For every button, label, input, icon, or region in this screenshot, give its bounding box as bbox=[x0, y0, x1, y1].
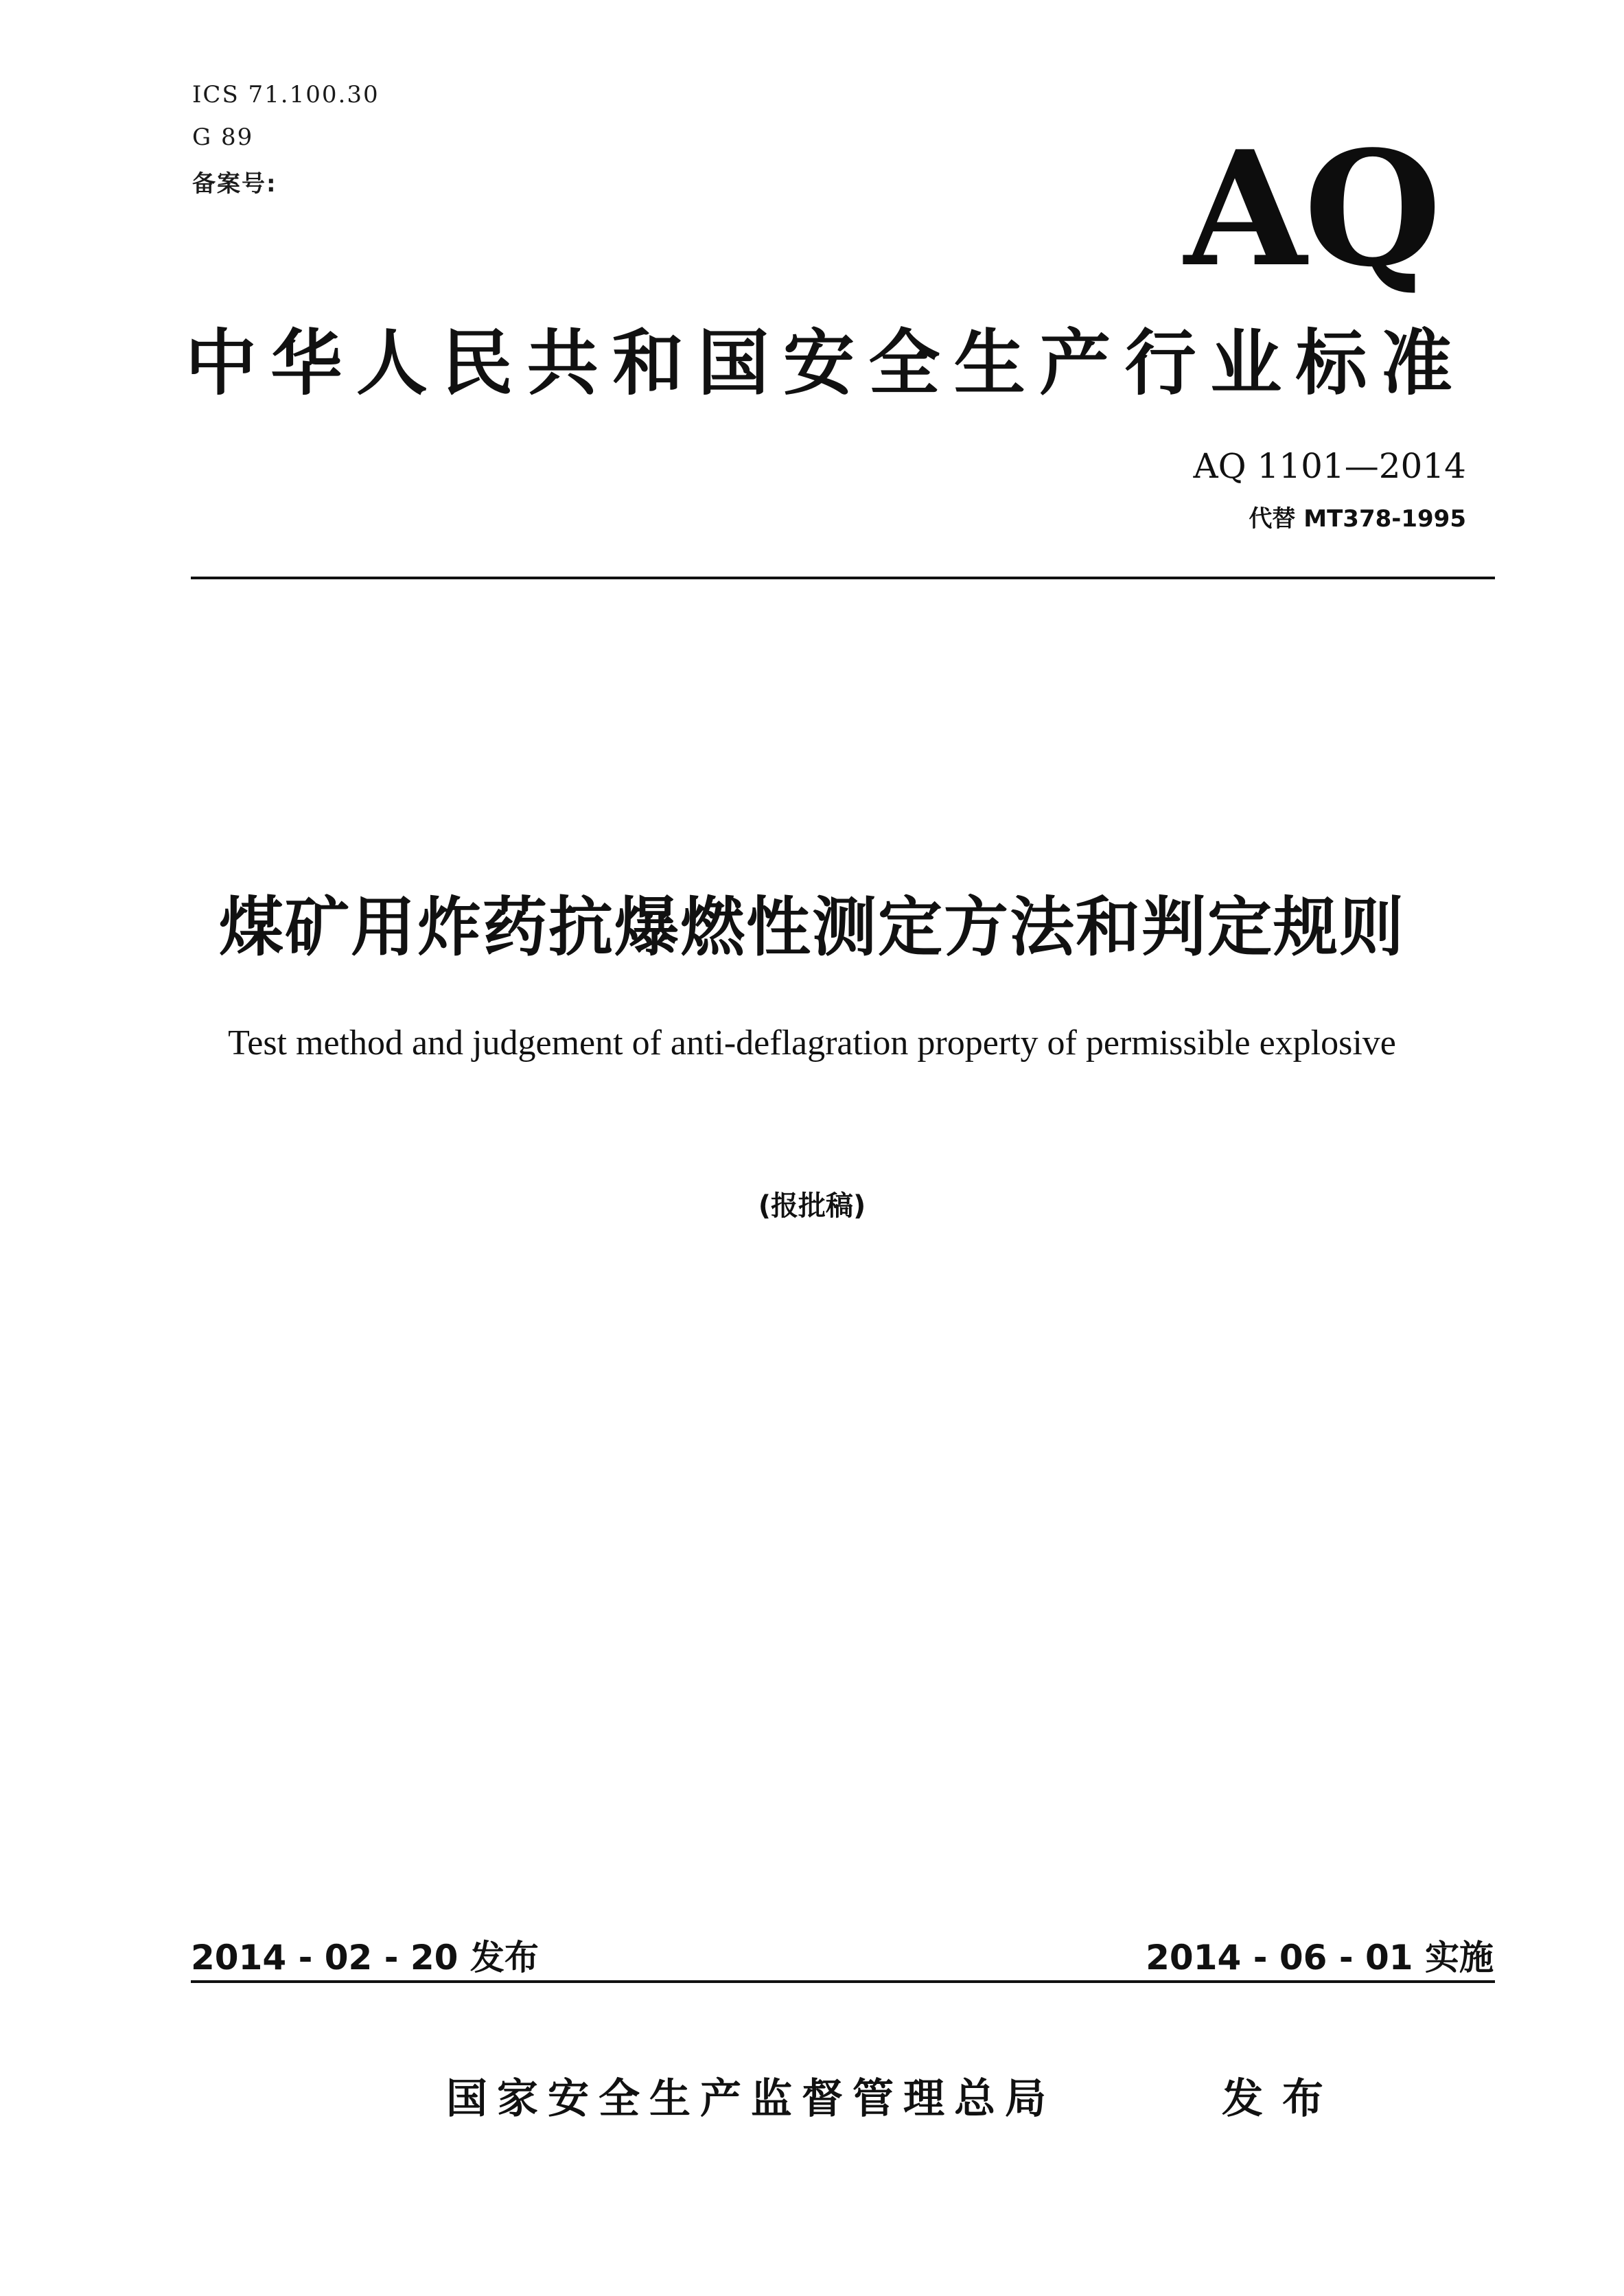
standard-type-char: 准 bbox=[1380, 321, 1452, 405]
record-number-label: 备案号: bbox=[192, 170, 277, 198]
standard-type-char: 行 bbox=[1124, 321, 1196, 405]
standard-type-char: 安 bbox=[782, 321, 855, 405]
standard-type-char: 和 bbox=[612, 321, 684, 405]
header-divider bbox=[191, 577, 1495, 579]
publish-label: 发布 bbox=[1222, 2075, 1343, 2123]
standard-type-char: 产 bbox=[1039, 321, 1111, 405]
standard-type-char: 标 bbox=[1295, 321, 1367, 405]
standard-type-char: 人 bbox=[356, 321, 428, 405]
standard-type-title bbox=[185, 309, 1452, 405]
issue-date: 2014 - 02 - 20 发布 bbox=[191, 1938, 539, 1978]
implementation-date: 2014 - 06 - 01 实施 bbox=[1146, 1938, 1494, 1978]
draft-status: (报批稿) bbox=[758, 1190, 866, 1222]
document-title-zh: 煤矿用炸药抗爆燃性测定方法和判定规则 bbox=[218, 890, 1405, 965]
class-code: G 89 bbox=[192, 124, 254, 151]
standard-type-char: 民 bbox=[441, 321, 513, 405]
replaces-standard: 代替 MT378-1995 bbox=[1249, 505, 1466, 533]
issuing-authority: 国家安全生产监督管理总局 bbox=[446, 2075, 1056, 2123]
standard-type-char: 共 bbox=[526, 321, 599, 405]
standard-type-char: 业 bbox=[1210, 321, 1282, 405]
standard-type-char: 国 bbox=[697, 321, 769, 405]
document-title-en: Test method and judgement of anti-deflagration property of permissible explosive bbox=[228, 1023, 1396, 1063]
standard-type-char: 生 bbox=[953, 321, 1025, 405]
standard-code: AQ 1101—2014 bbox=[1193, 446, 1466, 486]
ics-code: ICS 71.100.30 bbox=[192, 81, 380, 108]
aq-logo: AQ bbox=[1184, 117, 1439, 302]
standard-type-char: 全 bbox=[868, 321, 940, 405]
standard-type-char: 华 bbox=[270, 321, 343, 405]
footer-divider bbox=[191, 1980, 1495, 1983]
standard-type-char: 中 bbox=[185, 321, 257, 405]
